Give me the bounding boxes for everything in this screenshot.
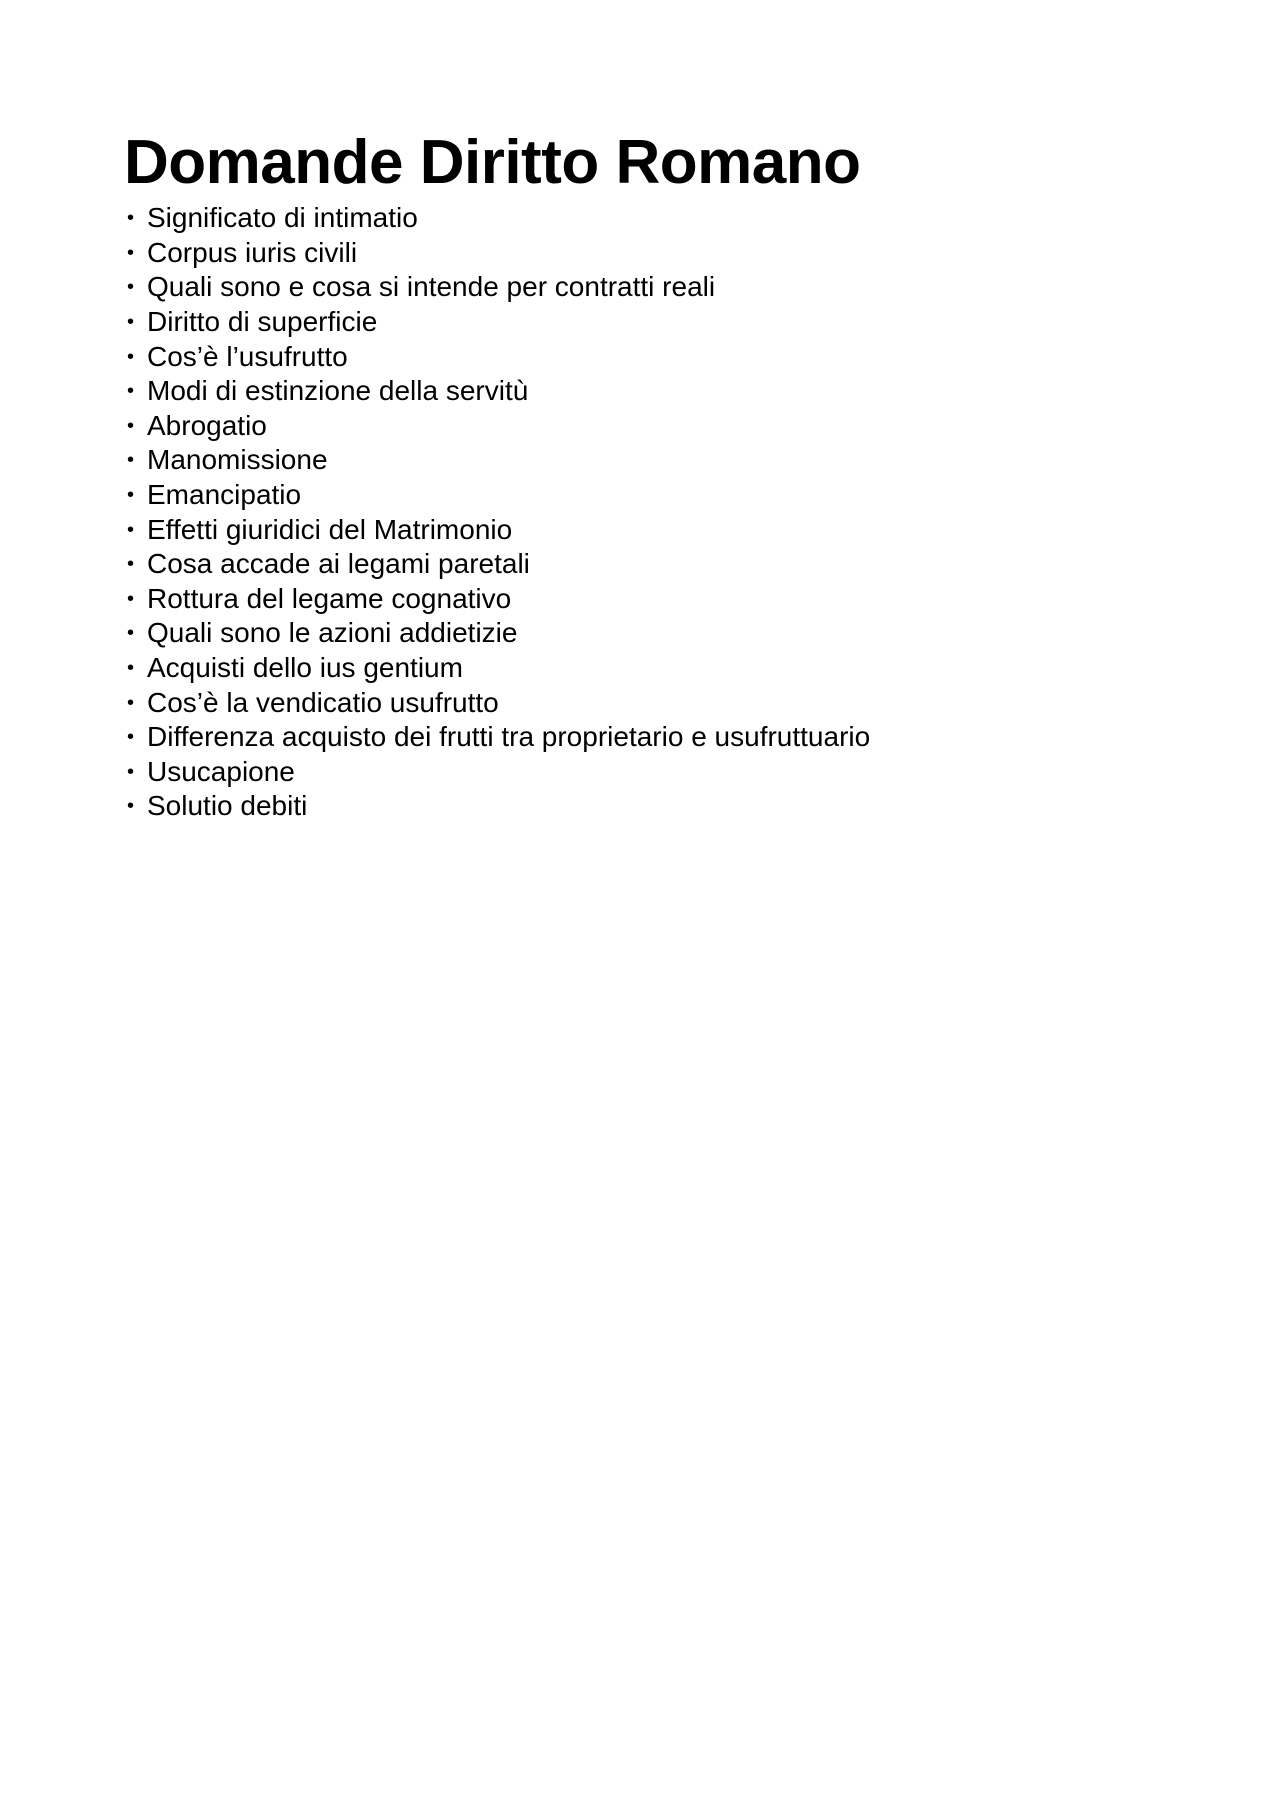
list-item-text: Cos’è la vendicatio usufrutto xyxy=(147,686,499,718)
list-item xyxy=(124,755,870,790)
list-item xyxy=(124,443,870,478)
list-item-text: Manomissione xyxy=(147,444,328,476)
list-item xyxy=(124,582,870,617)
list-item xyxy=(124,478,870,513)
list-item xyxy=(124,201,870,236)
list-item-text: Diritto di superficie xyxy=(147,306,378,338)
bullet-icon: • xyxy=(127,345,135,368)
bullet-icon: • xyxy=(127,276,135,299)
question-list xyxy=(124,201,870,824)
list-item-text: Cosa accade ai legami paretali xyxy=(147,548,530,580)
list-item-text: Rottura del legame cognativo xyxy=(147,582,512,614)
bullet-icon: • xyxy=(127,449,135,472)
bullet-icon: • xyxy=(127,622,135,645)
list-item-text: Cos’è l’usufrutto xyxy=(147,340,348,372)
bullet-icon: • xyxy=(127,414,135,437)
list-item xyxy=(124,270,870,305)
list-item xyxy=(124,339,870,374)
bullet-icon: • xyxy=(127,518,135,541)
bullet-icon: • xyxy=(127,241,135,264)
list-item xyxy=(124,616,870,651)
list-item-text: Effetti giuridici del Matrimonio xyxy=(147,513,513,545)
list-item xyxy=(124,512,870,547)
list-item-text: Significato di intimatio xyxy=(147,202,418,234)
bullet-icon: • xyxy=(127,795,135,818)
bullet-icon: • xyxy=(127,553,135,576)
list-item xyxy=(124,409,870,444)
list-item-text: Emancipatio xyxy=(147,479,302,511)
list-item-text: Abrogatio xyxy=(147,409,267,441)
bullet-icon: • xyxy=(127,691,135,714)
list-item xyxy=(124,374,870,409)
list-item xyxy=(124,789,870,824)
list-item xyxy=(124,236,870,271)
list-item-text: Modi di estinzione della servitù xyxy=(147,375,529,407)
list-item-text: Solutio debiti xyxy=(147,790,308,822)
bullet-icon: • xyxy=(127,726,135,749)
document-title: Domande Diritto Romano xyxy=(124,128,861,197)
bullet-icon: • xyxy=(127,760,135,783)
list-item-text: Differenza acquisto dei frutti tra proprietario e usufruttuario xyxy=(147,721,871,753)
list-item-text: Quali sono e cosa si intende per contratti reali xyxy=(147,271,716,303)
list-item xyxy=(124,720,870,755)
list-item-text: Acquisti dello ius gentium xyxy=(147,652,463,684)
list-item-text: Quali sono le azioni addietizie xyxy=(147,617,518,649)
bullet-icon: • xyxy=(127,311,135,334)
list-item xyxy=(124,547,870,582)
list-item-text: Corpus iuris civili xyxy=(147,236,358,268)
bullet-icon: • xyxy=(127,207,135,230)
list-item xyxy=(124,305,870,340)
list-item xyxy=(124,651,870,686)
list-item-text: Usucapione xyxy=(147,755,295,787)
list-item xyxy=(124,685,870,720)
bullet-icon: • xyxy=(127,657,135,680)
bullet-icon: • xyxy=(127,587,135,610)
bullet-icon: • xyxy=(127,380,135,403)
bullet-icon: • xyxy=(127,484,135,507)
